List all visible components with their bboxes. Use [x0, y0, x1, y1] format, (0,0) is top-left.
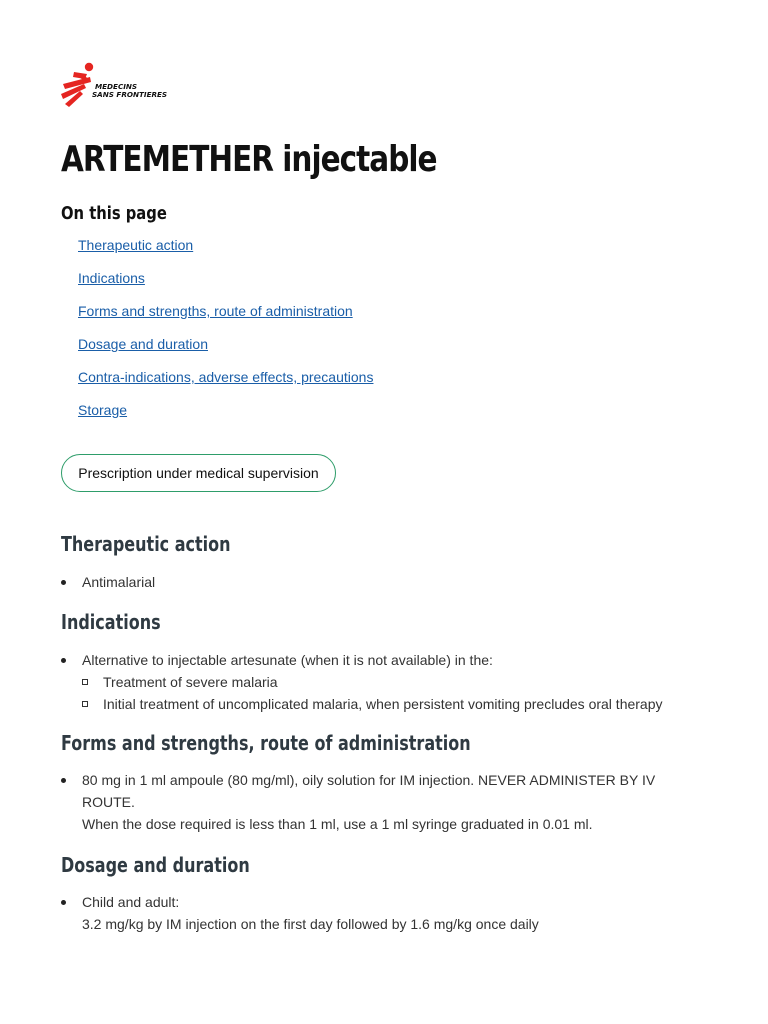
toc-link-forms-strengths[interactable]: Forms and strengths, route of administration — [78, 303, 353, 319]
toc-item — [78, 235, 373, 268]
list-item — [61, 649, 701, 715]
toc-item — [78, 334, 373, 367]
toc-item — [78, 268, 373, 301]
sub-list-item: Treatment of severe malaria — [82, 671, 701, 693]
therapeutic-action-list — [61, 571, 701, 593]
toc-item — [78, 367, 373, 400]
running-man-icon — [60, 58, 100, 110]
logo-text-line1: MEDECINS — [95, 82, 138, 91]
section-heading-therapeutic-action: Therapeutic action — [61, 532, 231, 556]
section-heading-dosage-duration: Dosage and duration — [61, 853, 250, 877]
indications-sublist — [82, 671, 701, 715]
list-item: Antimalarial — [61, 571, 701, 593]
page-title: ARTEMETHER injectable — [61, 139, 437, 180]
section-heading-forms-strengths: Forms and strengths, route of administration — [61, 731, 471, 755]
list-item — [61, 891, 701, 935]
forms-list — [61, 769, 671, 835]
on-this-page-nav — [78, 235, 373, 433]
dosage-text-line2: 3.2 mg/kg by IM injection on the first day followed by 1.6 mg/kg once daily — [82, 916, 539, 932]
toc-link-therapeutic-action[interactable]: Therapeutic action — [78, 237, 194, 253]
indications-list — [61, 649, 701, 715]
toc-item — [78, 301, 373, 334]
logo-text-line2: SANS FRONTIERES — [92, 90, 168, 99]
toc-item — [78, 400, 373, 433]
toc-link-dosage-duration[interactable]: Dosage and duration — [78, 336, 208, 352]
toc-link-contra-indications[interactable]: Contra-indications, adverse effects, precautions — [78, 369, 374, 385]
forms-text-line1: 80 mg in 1 ml ampoule (80 mg/ml), oily solution for IM injection. NEVER ADMINISTER BY IV ROUTE. — [82, 772, 656, 810]
forms-text-line2: When the dose required is less than 1 ml, use a 1 ml syringe graduated in 0.01 ml. — [82, 816, 593, 832]
toc-link-indications[interactable]: Indications — [78, 270, 145, 286]
section-heading-indications: Indications — [61, 610, 161, 634]
on-this-page-title: On this page — [61, 203, 167, 224]
toc-link-storage[interactable]: Storage — [78, 402, 128, 418]
list-item-text: Alternative to injectable artesunate (when it is not available) in the: — [82, 652, 493, 668]
dosage-list — [61, 891, 701, 935]
sub-list-item: Initial treatment of uncomplicated malaria, when persistent vomiting precludes oral therapy — [82, 693, 701, 715]
list-item — [61, 769, 671, 835]
dosage-text-line1: Child and adult: — [82, 894, 180, 910]
prescription-badge: Prescription under medical supervision — [61, 454, 336, 492]
msf-logo[interactable] — [60, 58, 172, 110]
